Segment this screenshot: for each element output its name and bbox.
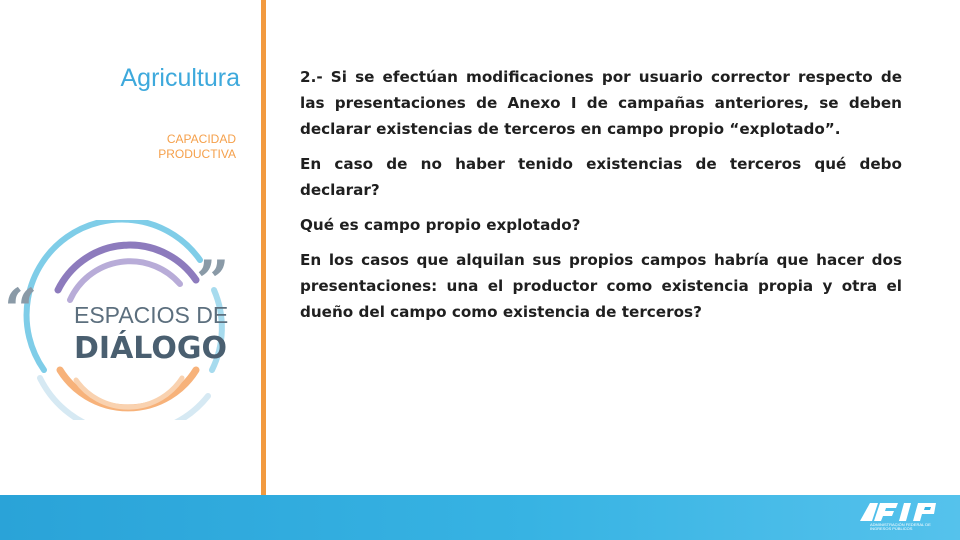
- afip-subtext: [870, 523, 944, 531]
- question-paragraph-3: Qué es campo propio explotado?: [300, 216, 581, 234]
- question-paragraph-1: 2.- Si se efectúan modificaciones por usuario corrector respecto de las presentaciones de Anexo I de campañas anteriores, se deben declarar existencias de terceros en campo propio “explotado”.: [300, 68, 902, 138]
- footer-bar: [0, 495, 960, 540]
- section-subtitle: CAPACIDAD PRODUCTIVA: [158, 132, 236, 161]
- main-content: [300, 64, 902, 334]
- espacios-de-dialogo-logo: [0, 220, 250, 420]
- vertical-divider: [261, 0, 266, 495]
- logo-quote-close: ”: [196, 248, 230, 316]
- sidebar: [0, 0, 262, 495]
- question-paragraph-2: En caso de no haber tenido existencias de terceros qué debo declarar?: [300, 155, 902, 199]
- afip-subtext-line2: INGRESOS PÚBLICOS: [870, 526, 913, 531]
- section-title: Agricultura: [120, 64, 240, 92]
- logo-text-line1: ESPACIOS DE: [74, 302, 229, 328]
- question-paragraph-4: En los casos que alquilan sus propios campos habría que hacer dos presentaciones: una el productor como existencia propia y otra el dueño del campo como existencia de terceros?: [300, 251, 902, 321]
- afip-subtext-line1: ADMINISTRACIÓN FEDERAL DE: [870, 522, 931, 527]
- logo-quote-open: “: [4, 276, 38, 344]
- logo-arc-lilac: [70, 261, 180, 300]
- logo-text-line2: DIÁLOGO: [74, 331, 227, 366]
